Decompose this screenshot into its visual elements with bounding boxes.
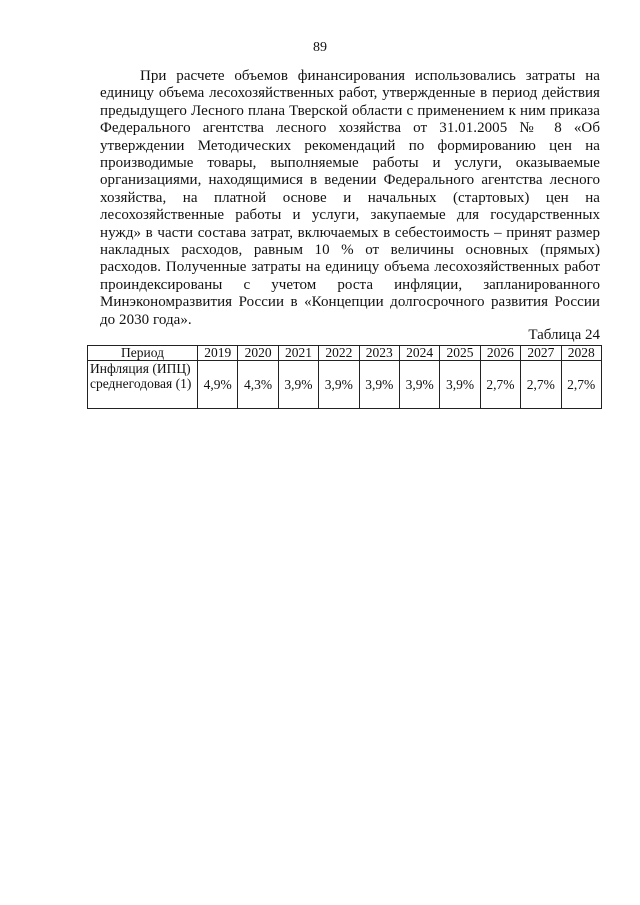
header-year: 2019	[198, 346, 238, 361]
table-cell: 4,9%	[198, 361, 238, 409]
header-year: 2025	[440, 346, 480, 361]
table-cell: 3,9%	[319, 361, 359, 409]
header-year: 2023	[359, 346, 399, 361]
page-number: 89	[313, 40, 327, 55]
table-header-row	[88, 346, 602, 361]
header-period: Период	[88, 346, 198, 361]
table-caption: Таблица 24	[528, 327, 600, 343]
header-year: 2022	[319, 346, 359, 361]
header-year: 2021	[278, 346, 318, 361]
header-year: 2020	[238, 346, 278, 361]
table-cell: 2,7%	[521, 361, 561, 409]
table-cell: 2,7%	[480, 361, 520, 409]
header-year: 2026	[480, 346, 520, 361]
table-cell: 3,9%	[278, 361, 318, 409]
row-label: Инфляция (ИПЦ) среднегодовая (1)	[88, 361, 198, 409]
header-year: 2024	[399, 346, 439, 361]
table-row	[88, 361, 602, 409]
table-cell: 3,9%	[399, 361, 439, 409]
table-cell: 3,9%	[359, 361, 399, 409]
header-year: 2027	[521, 346, 561, 361]
table-cell: 4,3%	[238, 361, 278, 409]
table-cell: 2,7%	[561, 361, 601, 409]
header-year: 2028	[561, 346, 601, 361]
inflation-table	[87, 345, 602, 409]
table-cell: 3,9%	[440, 361, 480, 409]
body-paragraph: При расчете объемов финансирования использовались затраты на единицу объема лесохозяйственных работ, утвержденные в период действия предыдущего Лесного плана Тверской области с применением к ним приказа Федерального агентства лесного хозяйства от 31.01.2005 № 8 «Об утверждении Методических рекомендаций по формированию цен на производимые товары, выполняемые работы и услуги, оказываемые организациями, находящимися в ведении Федерального агентства лесного хозяйства, на платной основе и начальных (стартовых) цен на лесохозяйственные работы и услуги, закупаемые для государственных нужд» в части состава затрат, включаемых в себестоимость – принят размер накладных расходов, равным 10 % от величины основных (прямых) расходов. Полученные затраты на единицу объема лесохозяйственных работ проиндексированы с учетом роста инфляции, запланированного Минэкономразвития России в «Концепции долгосрочного развития России до 2030 года».	[100, 68, 600, 328]
